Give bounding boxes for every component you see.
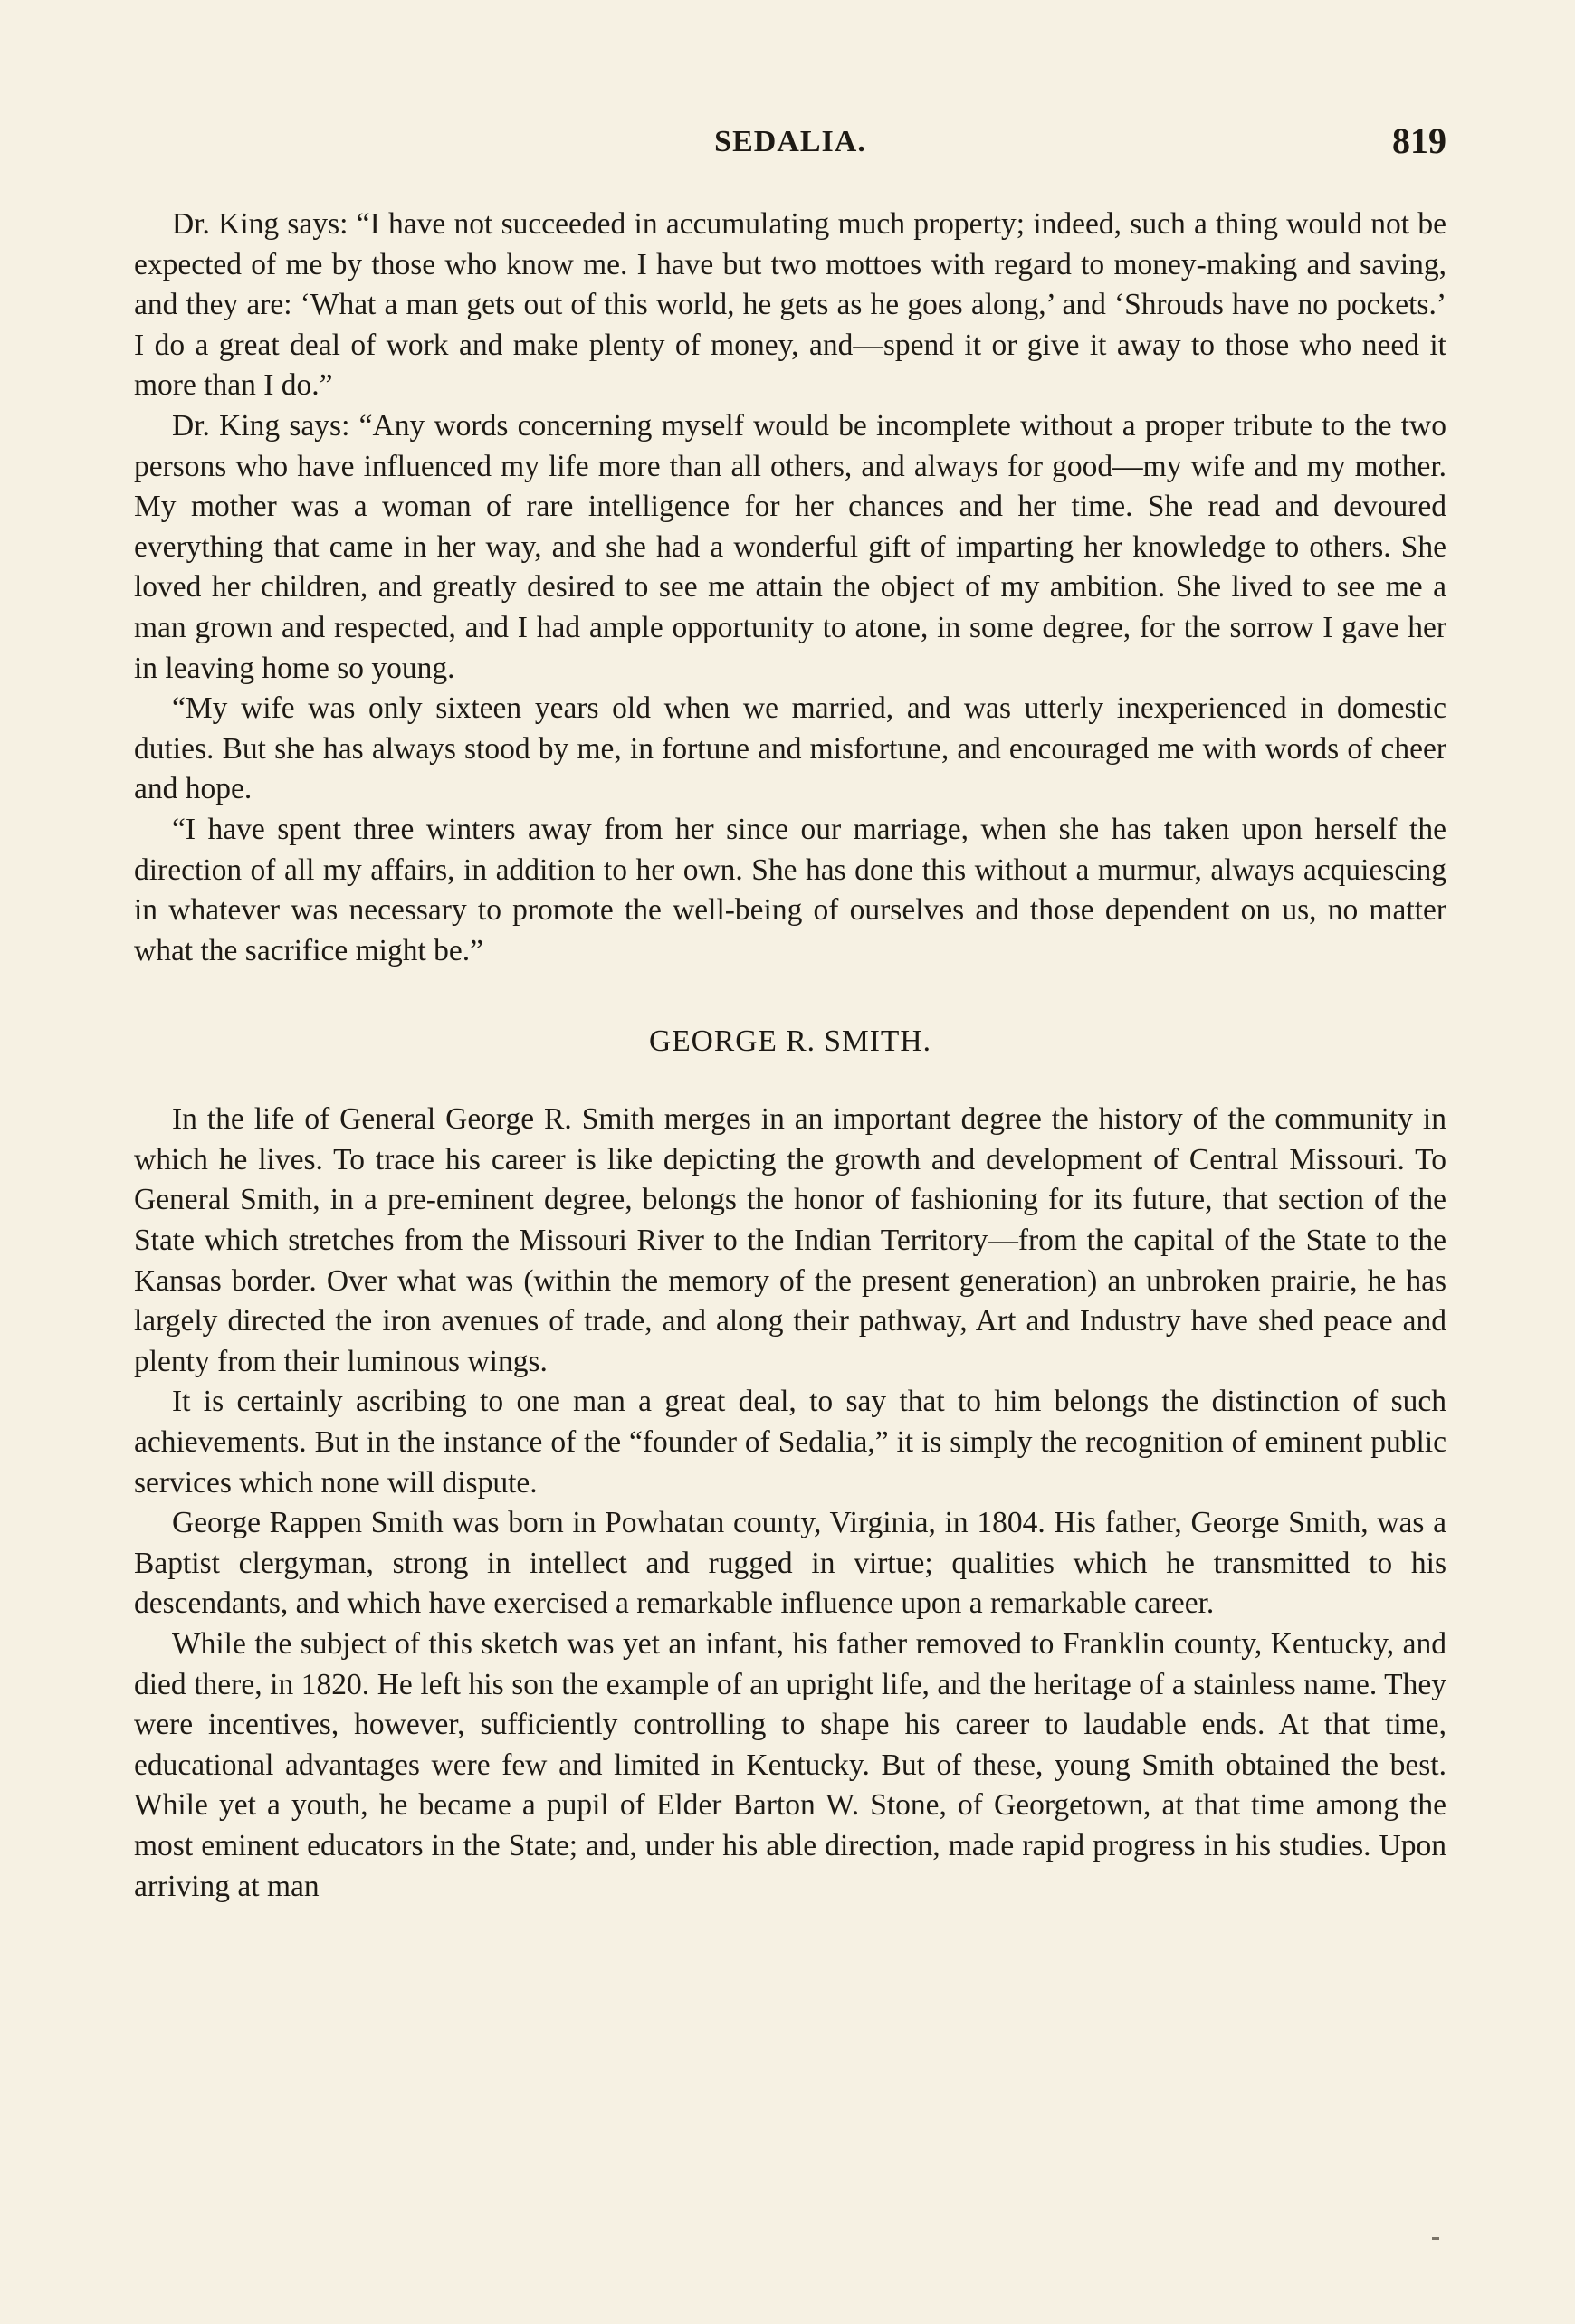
paragraph: “My wife was only sixteen years old when we married, and was utterly inexperienced in domestic duties. But she has always stood by me, in fortune and misfortune, and encouraged me with words of cheer and hope. xyxy=(134,691,1446,806)
body-text xyxy=(134,205,1446,1907)
paragraph: Dr. King says: “I have not succeeded in accumulating much property; indeed, such a thing would not be expected of me by those who know me. I have but two mottoes with regard to money-making and saving, and they are: ‘What a man gets out of this world, he gets as he goes along,’ and ‘Shrouds have no pockets.’ I do a great deal of work and make plenty of money, and—spend it or give it away to those who need it more than I do.” xyxy=(134,207,1446,403)
section-heading: GEORGE R. SMITH. xyxy=(649,1024,931,1059)
paragraph: “I have spent three winters away from her since our marriage, when she has taken upon herself the direction of all my affairs, in addition to her own. She has done this without a murmur, always acquiescing in whatever was necessary to promote the well-being of ourselves and those dependent on us, no matter what the sacrifice might be.” xyxy=(134,812,1446,967)
running-header xyxy=(134,119,1446,174)
paragraph: It is certainly ascribing to one man a great deal, to say that to him belongs the distinction of such achievements. But in the instance of the “founder of Sedalia,” it is simply the recognition of eminent public services which none will dispute. xyxy=(134,1385,1446,1500)
paragraph: While the subject of this sketch was yet an infant, his father removed to Franklin county, Kentucky, and died there, in 1820. He left his son the example of an upright life, and the heritage of a stainless name. They were incentives, however, sufficiently controlling to shape his career to laudable ends. At that time, educational advantages were few and limited in Kentucky. But of these, young Smith obtained the best. While yet a youth, he became a pupil of Elder Barton W. Stone, of Georgetown, at that time among the most eminent educators in the State; and, under his able direction, made rapid progress in his studies. Upon arriving at man xyxy=(134,1627,1446,1903)
paragraph: Dr. King says: “Any words concerning myself would be incomplete without a proper tribute to the two persons who have influenced my life more than all others, and always for good—my wife and my mother. My mother was a woman of rare intelligence for her chances and her time. She read and devoured everything that came in her way, and she had a wonderful gift of imparting her knowledge to others. She loved her children, and greatly desired to see me attain the object of my ambition. She lived to see me a man grown and respected, and I had ample opportunity to atone, in some degree, for the sorrow I gave her in leaving home so young. xyxy=(134,408,1446,685)
print-mark xyxy=(1432,2237,1439,2240)
paragraph: George Rappen Smith was born in Powhatan county, Virginia, in 1804. His father, George Smith, was a Baptist clergyman, strong in intellect and rugged in virtue; qualities which he transmitted to his descendants, and which have exercised a remarkable influence upon a remarkable career. xyxy=(134,1506,1446,1621)
running-title: SEDALIA. xyxy=(714,125,866,158)
paragraph: In the life of General George R. Smith merges in an important degree the history of the community in which he lives. To trace his career is like depicting the growth and development of Central Missouri. To General Smith, in a pre-eminent degree, belongs the honor of fashioning for its future, that section of the State which stretches from the Missouri River to the Indian Territory—from the capital of the State to the Kansas border. Over what was (within the memory of the present generation) an unbroken prairie, he has largely directed the iron avenues of trade, and along their pathway, Art and Industry have shed peace and plenty from their luminous wings. xyxy=(134,1102,1446,1378)
page-number: 819 xyxy=(1392,120,1446,161)
